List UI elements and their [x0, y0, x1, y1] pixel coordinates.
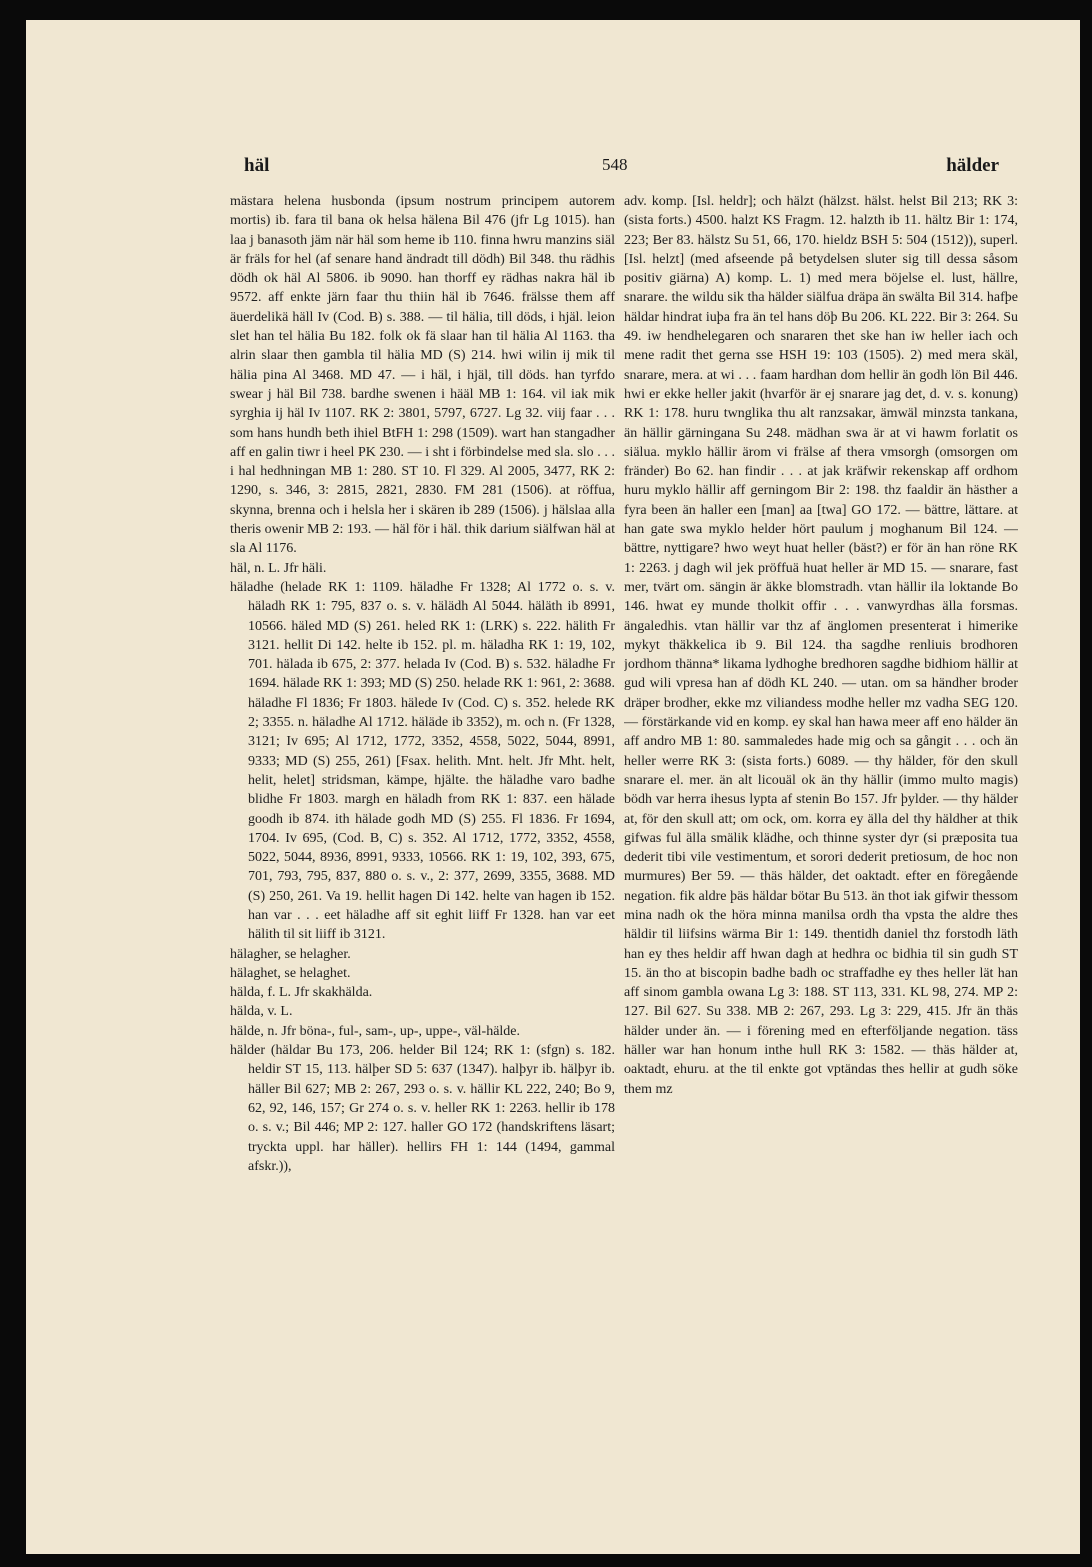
header-left-word: häl	[244, 155, 270, 176]
right-column	[624, 192, 1018, 1372]
entry-halagher: hälagher, se helagher.	[230, 946, 351, 962]
entry-halder: hälder (häldar Bu 173, 206. helder Bil 124; RK 1: (sfgn) s. 182. heldir ST 15, 113. hälþer SD 5: 637 (1347). halþyr ib. hälþyr ib. häller Bil 627; MB 2: 267, 293 o. s. v. hällir KL 222, 240; Bo 9, 62, 92, 146, 157; Gr 274 o. s. v. heller RK 1: 2263. hellir ib 178 o. s. v.; Bil 446; MP 2: 127. haller GO 172 (handskriftens läsart; tryckta uppl. har häller). hellirs FH 1: 144 (1494, gammal afskr.)),	[230, 1043, 615, 1174]
page-number: 548	[602, 155, 628, 174]
entry-halda-f: hälda, f. L. Jfr skakhälda.	[230, 985, 373, 1001]
entry-haladhe: häladhe (helade RK 1: 1109. häladhe Fr 1328; Al 1772 o. s. v. häladh RK 1: 795, 837 o. s. v. hälädh Al 5044. häläth ib 8991, 10566. häled MD (S) 261. heled RK 1: (LRK) s. 222. hälith Fr 3121. hellit Di 142. helte ib 152. pl. m. häladha RK 1: 19, 102, 701. hälada ib 675, 2: 377. helada Iv (Cod. B) s. 532. häladhe Fr 1694. hälade RK 1: 393; MD (S) 250. helade RK 1: 961, 2: 3688. häladhe Fl 1836; Fr 1803. hälede Iv (Cod. C) s. 352. helede RK 2; 3355. n. häladhe Al 1712. häläde ib 3352), m. och n. (Fr 1328, 3121; Iv 695; Al 1712, 1772, 3352, 4558, 5022, 5044, 8991, 9333; MD (S) 255, 261) [Fsax. helith. Mnt. helt. Jfr Mht. helt, helit, helet] stridsman, kämpe, hjälte. the häladhe varo badhe blidhe Fr 1803. margh en häladh from RK 1: 837. een hälade goodh ib 874. ith hälade godh MD (S) 255. Fl 1836. Fr 1694, 1704. Iv 695, (Cod. B, C) s. 352. Al 1712, 1772, 3352, 4558, 5022, 5044, 8936, 8991, 9333, 10566. RK 1: 19, 102, 393, 675, 701, 793, 795, 837, 880 o. s. v., 2: 377, 2699, 3355, 3688. MD (S) 250, 261. Va 19. hellit hagen Di 142. helte van hagen ib 152. han var . . . eet häladhe aff sit eghit liiff Fr 1328. han var eet hälith til sit liiff ib 3121.	[230, 579, 615, 943]
entry-halde: hälde, n. Jfr böna-, ful-, sam-, up-, uppe-, väl-hälde.	[230, 1023, 521, 1039]
page-header	[244, 155, 999, 183]
entry-continuation: mästara helena husbonda (ipsum nostrum principem autorem mortis) ib. fara til bana ok helsa hälena Bil 476 (jfr Lg 1015). han laa j banasoth jäm när häl som heme ib 110. finna hwru manzins siäl är fräls for hel (af senare hand ändradt till dödh) Bil 348. thu rädhis dödh ok häl Al 5806. ib 9090. han thorff ey rädhas nakra häl ib 9572. aff enkte järn faar thu thiin häl ib 7646. frälsse them aff äuerdelikä häll Iv (Cod. B) s. 388. — til hälia, till döds, i hjäl. leion slet han tel hälia Bu 182. folk ok fä slaar han til hälia Al 1163. tha alrin slaar then gambla til hälia MD (S) 214. hwi wilin ij mik til hälia pina Al 3468. MD 47. — i häl, i hjäl, till döds. han tyrfdo swear j häl Bil 738. bardhe swenen i hääl MB 1: 164. vil iak mik syrghia ij häl Iv 1107. RK 2: 3801, 5797, 6727. Lg 32. viij faar . . . som hans hundh beth ihiel BtFH 1: 298 (1509). wart han stangadher aff en galin tiwr i heel PK 230. — i sht i förbindelse med sla. slo . . . i hal hedhningan MB 1: 280. ST 10. Fl 329. Al 2005, 3477, RK 2: 1290, s. 346, 3: 2815, 2821, 2830. FM 281 (1506). at röffua, skynna, brenna och i helsla her i skären ib 289 (1506). j hälslaa alla theris owenir MB 2: 193. — häl för i häl. thik darium siälfwan häl at sla Al 1176.	[230, 194, 615, 557]
entry-halaghet: hälaghet, se helaghet.	[230, 965, 351, 981]
dictionary-page	[26, 20, 1080, 1554]
header-right-word: hälder	[946, 155, 999, 176]
entry-halda-v: hälda, v. L.	[230, 1004, 293, 1020]
entry-halder-continuation: adv. komp. [Isl. heldr]; och hälzt (hälzst. hälst. helst Bil 213; RK 3: (sista forts.) 4500. halzt KS Fragm. 12. halzth ib 11. hältz Bir 1: 174, 223; Ber 83. hälstz Su 51, 66, 170. hieldz BSH 5: 504 (1512)), superl. [Isl. helzt] (med afseende på betydelsen sluter sig till dessa såsom positiv giärna) A) komp. L. 1) med mera böjelse el. lust, hällre, snarare. the wildu sik tha hälder siälfua dräpa än swälta Bil 314. hafþe häldar hindrat iuþa fra än tel hans döþ Bu 206. KL 222. Bir 3: 264. Su 49. iw hendhelegaren och snararen thet ske han iw heller iach och mene radit thet gerna sse HSH 19: 103 (1505). 2) med mera skäl, snarare, mera. at wi . . . faam hardhan dom hellir än godh lön Bil 446. hwi er ekke heller jakit (hvarför är ej snarare jag det, d. v. s. konung) RK 1: 178. huru twnglika thu alt ranzsakar, ämwäl minzsta tankana, än hällir gärningana Su 248. mädhan swa är at vi hawm forlatit os siälua. myklo hällir ärom vi frälse af thera vmsorgh (omsorgen om fränder) Bo 62. han findir . . . at jak kräfwir rekenskap aff ordhom huru myklo hällir aff gerningom Bir 2: 198. thz faaldir än hästher a fyra been än haller een [man] aa [twa] GO 172. — bättre, lättare. at han gate swa myklo helder hört paulum j moghanum Bil 124. — bättre, nyttigare? hwo weyt huat heller (bäst?) er för än han röne RK 1: 2263. j dagh wil jek pröffuä huat heller är MD 15. — snarare, fast mer, tvärt om. sängin är äkke blomstradh. vtan hällir ila loktande Bo 146. hwat ey munde tholkit offir . . . vanwyrdhas älla forsmas. ängaledhis. vtan hällir var thz af änglomen presenterat i himerike mykyt thäkkelica ib 9. Bil 124. tha sagdhe renliuis brodhoren jordhom thänna* likama lydhoghe bredhoren sagdhe bidhiom hällir at gud wili vpresa han af dödh KL 240. — utan. om sa händher broder dräper brodher, ekke mz viliandess modhe heller mz vadha SEG 120. — förstärkande vid en komp. ey skal han hawa meer aff eno hälder än aff andro MB 1: 80. sammaledes hade mig och sa gångit . . . och än heller werre RK 3: (sista forts.) 6089. — thy hälder, för den skull snarare el. mer. än alt licouäl ok än thy hällir (immo multo magis) bödh var herra ihesus lypta af stenin Bo 157. Jfr þylder. — thy hälder at, för den skull att; om ock, om. korra ey älla del thy häldher at thik gifwas ful älla smälik klädhe, och thinne syster dyr (si præposita tua dederit tibi vile vestimentum, et sorori dederit pretiosum, de hoc non murmures) Ber 59. — thäs hälder, det oaktadt. efter en föregående negation. fik aldre þäs häldar bötar Bu 513. än thot iak gifwir thessom mina nadh ok the höra minna manilsa ordh tha vpsta the aldre thes häldir til liifsins wärma Bir 1: 149. thentidh daniel thz forstodh läth han ey thes heldir aff hwan dagh at hedhra oc bidhia til sin gudh ST 15. än tho at biscopin badhe badh oc straffadhe ey thes heller lät han aff sinom gambla owana Lg 3: 188. ST 113, 331. KL 98, 274. MP 2: 127. Bil 627. Su 338. MB 2: 267, 293. Lg 3: 229, 415. Jfr än thäs hälder under än. — i förening med en efterföljande negation. täss häller war han honum inthe hull RK 3: 1582. — thäs hälder at, oaktadt, ehuru. at the til enkte got vptändas thes hellir at gudh söke them mz	[624, 194, 1018, 1097]
entry-hal-noun: häl, n. L. Jfr häli.	[230, 560, 327, 576]
left-column	[230, 192, 615, 1372]
